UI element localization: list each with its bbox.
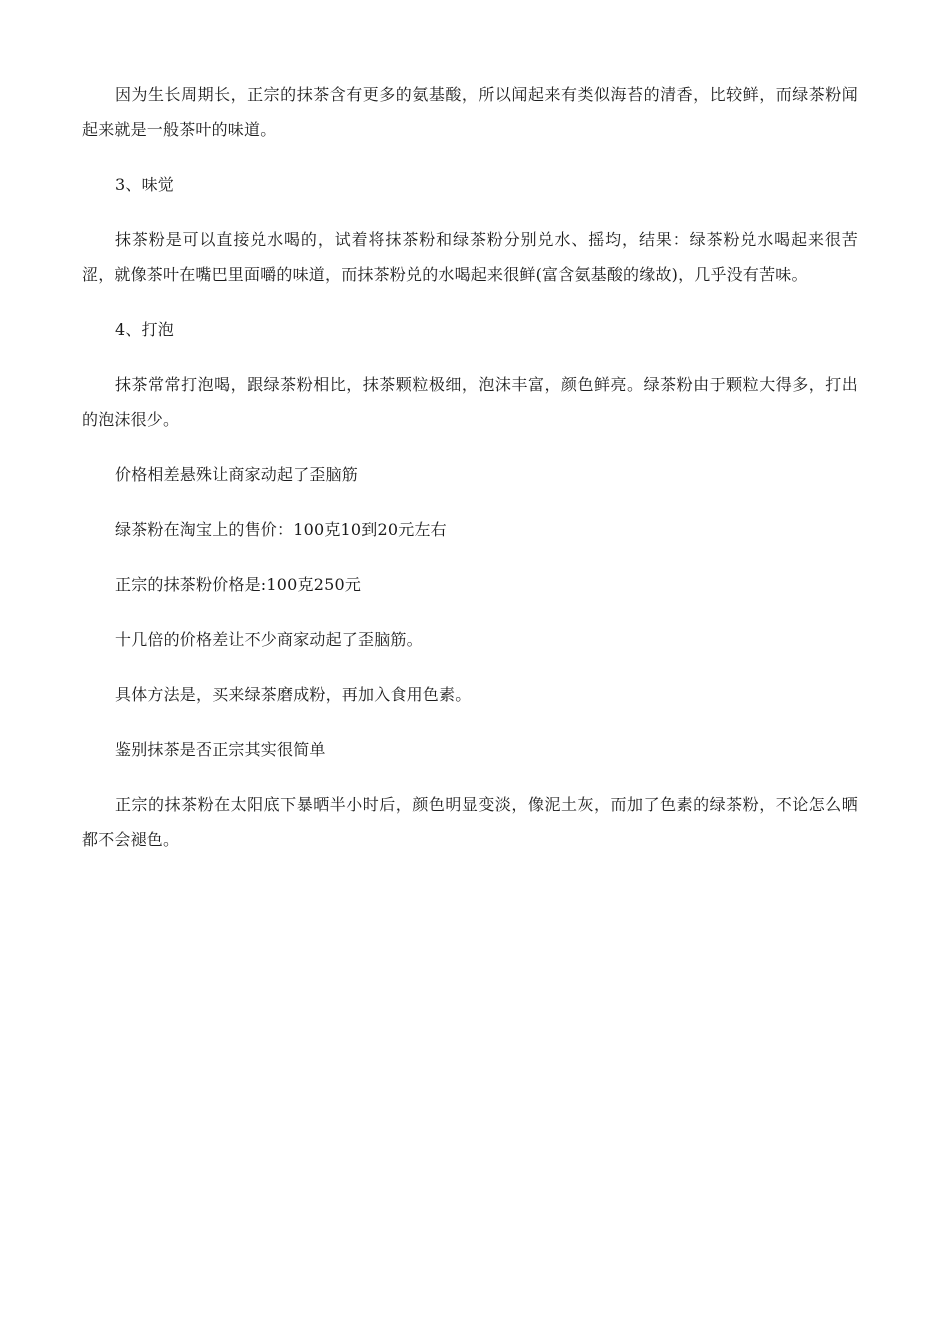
- paragraph-identify-heading: 鉴别抹茶是否正宗其实很简单: [115, 740, 326, 759]
- section-heading-foam: 4、打泡: [115, 320, 174, 339]
- paragraph-smell-description: 因为生长周期长，正宗的抹茶含有更多的氨基酸，所以闻起来有类似海苔的清香，比较鲜，而绿茶粉闻起来就是一般茶叶的味道。: [82, 85, 858, 139]
- paragraph-foam-description: 抹茶常常打泡喝，跟绿茶粉相比，抹茶颗粒极细，泡沫丰富，颜色鲜亮。绿茶粉由于颗粒大得多，打出的泡沫很少。: [82, 375, 858, 429]
- document-body: [82, 77, 858, 877]
- paragraph-matcha-price: 正宗的抹茶粉价格是:100克250元: [115, 575, 362, 594]
- paragraph-green-tea-price: 绿茶粉在淘宝上的售价：100克10到20元左右: [115, 520, 447, 539]
- paragraph-price-heading: 价格相差悬殊让商家动起了歪脑筋: [115, 465, 359, 484]
- paragraph-identify-description: 正宗的抹茶粉在太阳底下暴晒半小时后，颜色明显变淡，像泥土灰，而加了色素的绿茶粉，不论怎么晒都不会褪色。: [82, 795, 858, 849]
- paragraph-price-gap: 十几倍的价格差让不少商家动起了歪脑筋。: [115, 630, 423, 649]
- paragraph-method: 具体方法是，买来绿茶磨成粉，再加入食用色素。: [115, 685, 472, 704]
- paragraph-taste-description: 抹茶粉是可以直接兑水喝的，试着将抹茶粉和绿茶粉分别兑水、摇均，结果：绿茶粉兑水喝起来很苦涩，就像茶叶在嘴巴里面嚼的味道，而抹茶粉兑的水喝起来很鲜(富含氨基酸的缘故)，几乎没有苦味。: [82, 230, 858, 284]
- section-heading-taste: 3、味觉: [115, 175, 174, 194]
